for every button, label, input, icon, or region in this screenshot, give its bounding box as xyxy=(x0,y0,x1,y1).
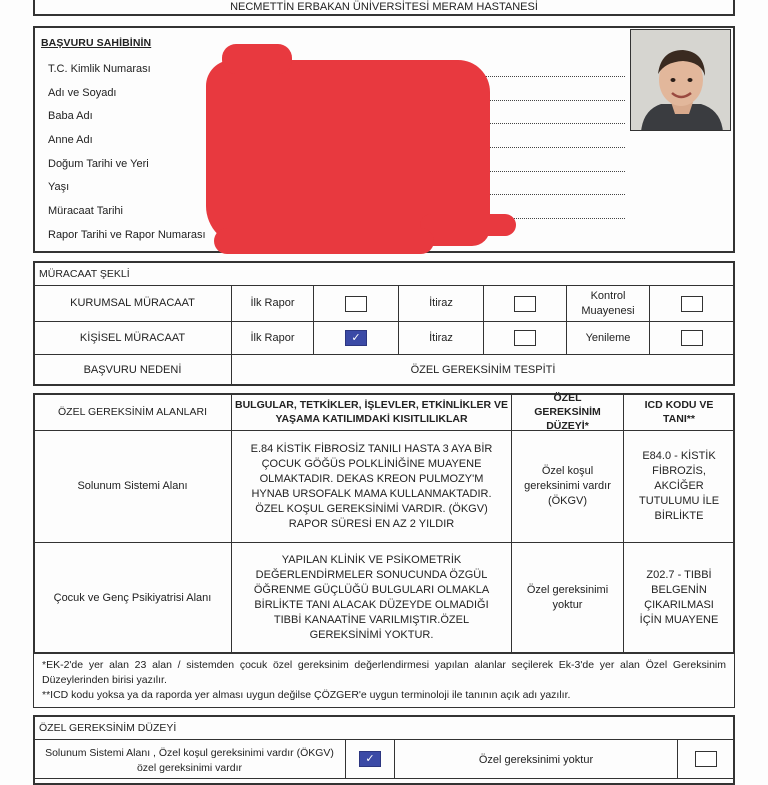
header-icd: ICD KODU VE TANI** xyxy=(623,393,735,431)
field-line-age xyxy=(485,194,625,195)
row2-opt3-label: Yenileme xyxy=(566,321,650,355)
field-label-mother: Anne Adı xyxy=(48,134,93,146)
row2-opt1-cell xyxy=(313,321,399,355)
footnote-2: **ICD kodu yoksa ya da raporda yer alması uygun değilse ÇÖZGER'e uygun terminoloji ile tanının açık adı yazılır. xyxy=(42,689,571,701)
row1-icd: E84.0 - KİSTİK FİBROZİS, AKCİĞER TUTULUMU İLE BİRLİKTE xyxy=(623,430,735,543)
row2-opt1-label: İlk Rapor xyxy=(231,321,314,355)
header-findings: BULGULAR, TETKİKLER, İŞLEVLER, ETKİNLİKLER VE YAŞAMA KATILIMDAKİ KISITLILIKLAR xyxy=(231,393,512,431)
need-level-left-text xyxy=(33,739,346,779)
row2-objection-checkbox[interactable] xyxy=(514,330,536,346)
field-line-tc xyxy=(485,76,625,77)
row1-objection-checkbox[interactable] xyxy=(514,296,536,312)
need-level-right-label: Özel gereksinimi yoktur xyxy=(478,754,594,766)
row1-opt1-label: İlk Rapor xyxy=(231,285,314,322)
row1-control-checkbox[interactable] xyxy=(681,296,703,312)
field-label-tc: T.C. Kimlik Numarası xyxy=(48,63,151,75)
application-type-title: MÜRACAAT ŞEKLİ xyxy=(39,268,130,280)
row1-opt3-cell xyxy=(649,285,735,322)
row1-opt3-label: Kontrol Muayenesi xyxy=(566,285,650,322)
field-label-father: Baba Adı xyxy=(48,110,93,122)
need-level-right-checkbox[interactable] xyxy=(695,751,717,767)
redaction-mark-right xyxy=(420,214,516,236)
row1-area: Solunum Sistemi Alanı xyxy=(33,430,232,543)
row2-opt2-cell xyxy=(483,321,567,355)
row2-findings: YAPILAN KLİNİK VE PSİKOMETRİK DEĞERLENDİRMELER SONUCUNDA ÖZGÜL ÖĞRENME GÜÇLÜĞÜ BULGULARI OLMAKLA BİRLİKTE TANI ALACAK DÜZEYDE OLMADIĞI TIBBİ KANAATİNE VARILMIŞTIR.ÖZEL GEREKSİNİMİ YOKTUR. xyxy=(231,542,512,654)
applicant-photo xyxy=(630,29,731,131)
row2-level: Özel gereksinimi yoktur xyxy=(511,542,624,654)
row2-area: Çocuk ve Genç Psikiyatrisi Alanı xyxy=(33,542,232,654)
need-level-right-check-cell xyxy=(677,739,735,779)
row2-renewal-checkbox[interactable] xyxy=(681,330,703,346)
footnotes-box xyxy=(33,653,735,708)
check-mark-icon: ✓ xyxy=(365,752,375,765)
personal-application-label: KİŞİSEL MÜRACAAT xyxy=(33,321,232,355)
footnote-1: *EK-2'de yer alan 23 alan / sistemden çocuk özel gereksinim değerlendirmesi yapılan alanlar seçilerek Ek-3'de yer alan Özel Gereksinim Düzeylerinden birisi yazılır. xyxy=(42,659,726,686)
field-label-report: Rapor Tarihi ve Rapor Numarası xyxy=(48,229,206,241)
application-reason-label: BAŞVURU NEDENİ xyxy=(33,354,232,386)
hospital-name: NECMETTİN ERBAKAN ÜNİVERSİTESİ MERAM HASTANESİ xyxy=(230,1,538,13)
row2-opt3-cell xyxy=(649,321,735,355)
field-line-birth xyxy=(485,171,625,172)
institutional-application-label: KURUMSAL MÜRACAAT xyxy=(33,285,232,322)
redaction-mark-bottom xyxy=(214,228,434,254)
header-need-areas: ÖZEL GEREKSİNİM ALANLARI xyxy=(33,393,232,431)
row1-level: Özel koşul gereksinimi vardır (ÖKGV) xyxy=(511,430,624,543)
redaction-mark-top xyxy=(222,44,292,74)
field-label-name: Adı ve Soyadı xyxy=(48,87,117,99)
row2-first-report-checkbox[interactable] xyxy=(345,330,367,346)
field-line-mother xyxy=(485,147,625,148)
row1-opt1-cell xyxy=(313,285,399,322)
check-mark-icon: ✓ xyxy=(351,331,361,344)
need-level-right-text xyxy=(394,739,678,779)
row1-first-report-checkbox[interactable] xyxy=(345,296,367,312)
applicant-section-title: BAŞVURU SAHİBİNİN xyxy=(41,37,152,49)
field-label-age: Yaşı xyxy=(48,181,70,193)
need-level-left-label: Solunum Sistemi Alanı , Özel koşul gereksinimi vardır (ÖKGV) özel gereksinimi vardır xyxy=(45,747,334,774)
need-level-left-checkbox[interactable] xyxy=(359,751,381,767)
row1-opt2-cell xyxy=(483,285,567,322)
header-box xyxy=(33,0,735,16)
application-reason-value: ÖZEL GEREKSİNİM TESPİTİ xyxy=(231,354,735,386)
need-level-title: ÖZEL GEREKSİNİM DÜZEYİ xyxy=(39,722,177,734)
field-label-application-date: Müracaat Tarihi xyxy=(48,205,123,217)
field-line-name xyxy=(485,100,625,101)
row2-icd: Z02.7 - TIBBİ BELGENİN ÇIKARILMASI İÇİN MUAYENE xyxy=(623,542,735,654)
need-level-left-check-cell xyxy=(345,739,395,779)
row2-opt2-label: İtiraz xyxy=(398,321,484,355)
field-label-birth: Doğum Tarihi ve Yeri xyxy=(48,158,149,170)
header-need-level: ÖZEL GEREKSİNİM DÜZEYİ* xyxy=(511,393,624,431)
row1-opt2-label: İtiraz xyxy=(398,285,484,322)
row1-findings: E.84 KİSTİK FİBROSİZ TANILI HASTA 3 AYA BİR ÇOCUK GÖĞÜS POLKLİNİĞİNE MUAYENE OLMAKTADIR. DEKAS KREON PULMOZY'M HYNAB URSOFALK MAMA KULLANMAKTADIR. ÖZEL KOŞUL GEREKSİNİMİ VARDIR. (ÖKGV) RAPOR SÜRESİ EN AZ 2 YILDIR xyxy=(231,430,512,543)
field-line-father xyxy=(485,123,625,124)
